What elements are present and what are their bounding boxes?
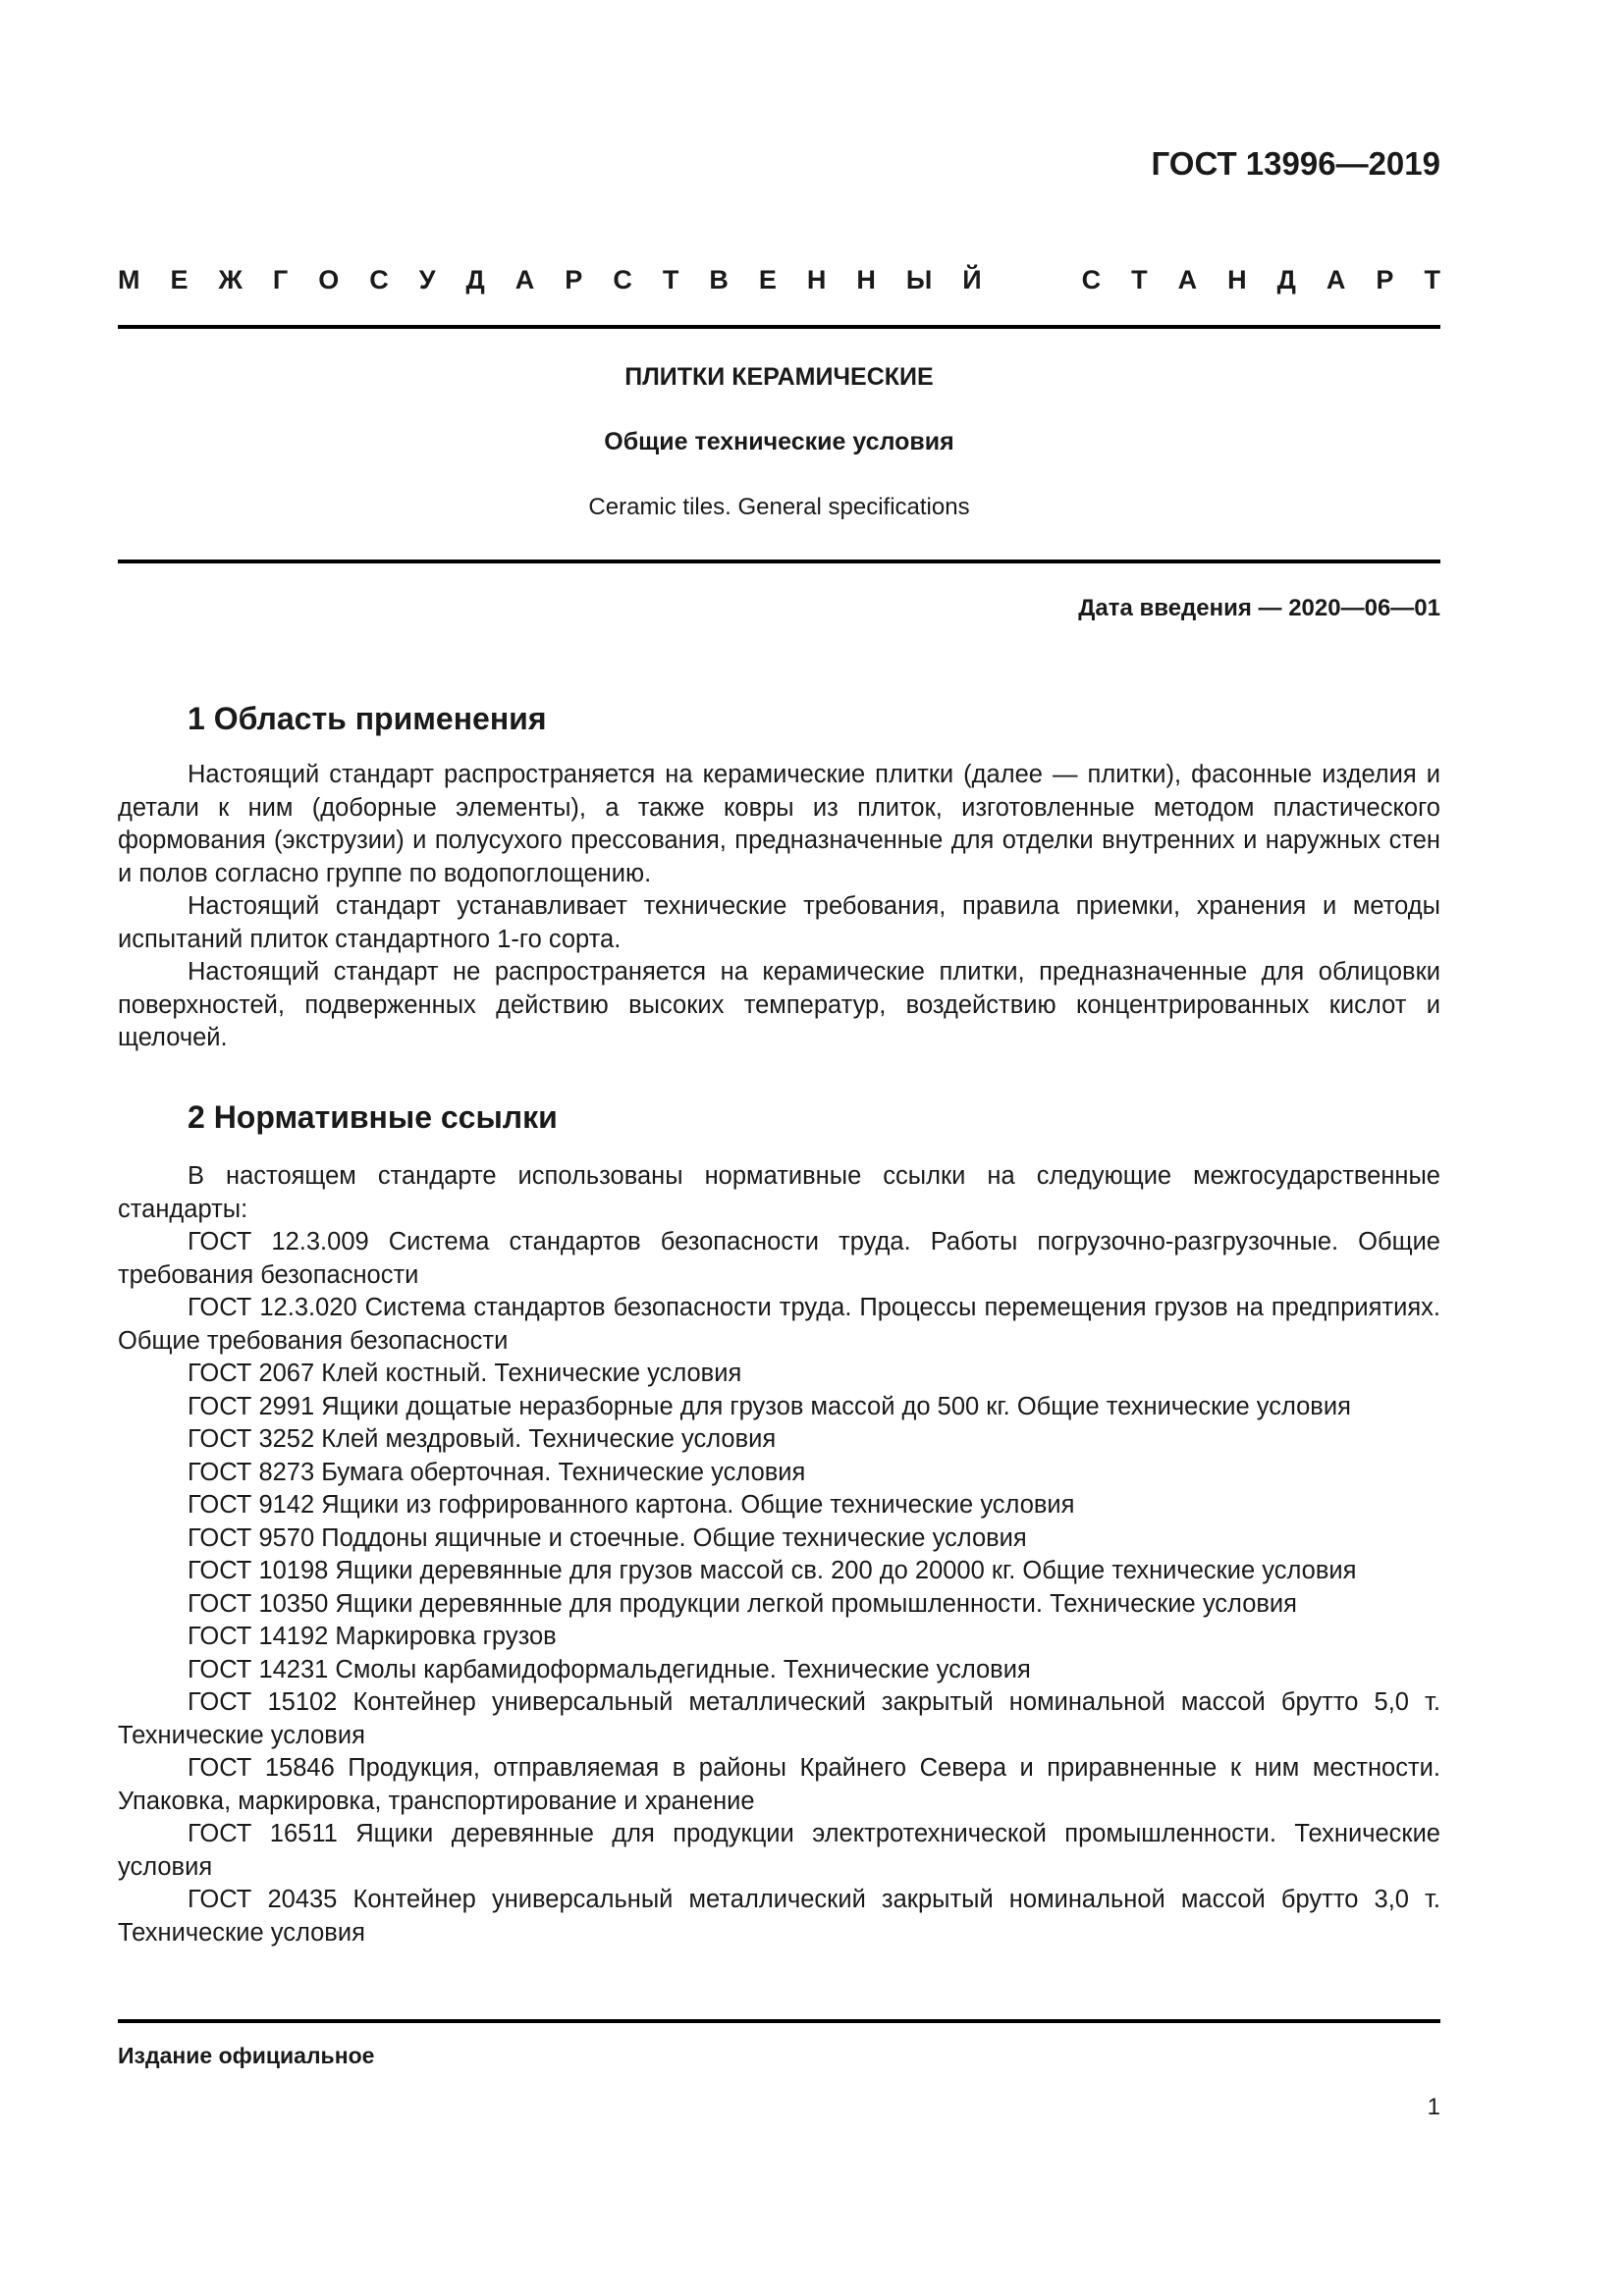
reference-item: ГОСТ 9570 Поддоны ящичные и стоечные. Общие технические условия bbox=[188, 1523, 1027, 1552]
banner-letter: Н bbox=[1227, 265, 1247, 294]
banner-word-gap bbox=[1012, 265, 1052, 295]
gost-number: ГОСТ 13996—2019 bbox=[1151, 145, 1440, 182]
reference-item: ГОСТ 20435 Контейнер универсальный металлический закрытый номинальной массой брутто 3,0 т. Технические условия bbox=[118, 1886, 1440, 1947]
standard-type-banner bbox=[118, 265, 1440, 295]
reference-item: ГОСТ 2991 Ящики дощатые неразборные для грузов массой до 500 кг. Общие технические условия bbox=[188, 1392, 1351, 1420]
document-subtitle: Общие технические условия bbox=[604, 428, 954, 455]
reference-item: ГОСТ 9142 Ящики из гофрированного картона. Общие технические условия bbox=[188, 1491, 1075, 1519]
banner-letter: Н bbox=[806, 265, 827, 294]
banner-letter: У bbox=[418, 265, 436, 294]
banner-letter: А bbox=[1326, 265, 1346, 294]
section-1-paragraph: Настоящий стандарт не распространяется на керамические плитки, предназначенные для облицовки поверхностей, подверженных действию высоких температур, воздействию концентрированных кислот и щелочей. bbox=[118, 958, 1440, 1051]
section-2-heading: 2 Нормативные ссылки bbox=[188, 1099, 558, 1135]
introduction-date: Дата введения — 2020—06—01 bbox=[1078, 595, 1440, 621]
reference-item: ГОСТ 15846 Продукция, отправляемая в районы Крайнего Севера и приравненные к ним местности. Упаковка, маркировка, транспортирование и хранение bbox=[118, 1754, 1440, 1815]
banner-letter: В bbox=[709, 265, 729, 294]
reference-item: ГОСТ 10198 Ящики деревянные для грузов массой св. 200 до 20000 кг. Общие технические условия bbox=[188, 1557, 1357, 1584]
reference-item: ГОСТ 3252 Клей мездровый. Технические условия bbox=[188, 1425, 777, 1453]
banner-letter: С bbox=[613, 265, 632, 294]
reference-item: ГОСТ 10350 Ящики деревянные для продукции легкой промышленности. Технические условия bbox=[188, 1589, 1297, 1618]
footer-rule bbox=[118, 2019, 1440, 2023]
banner-letter: Н bbox=[856, 265, 876, 294]
edition-label: Издание официальное bbox=[118, 2043, 375, 2068]
banner-letter: А bbox=[1177, 265, 1198, 294]
banner-letter: Е bbox=[758, 265, 777, 294]
document-title-english: Ceramic tiles. General specifications bbox=[588, 494, 970, 520]
reference-item: ГОСТ 14192 Маркировка грузов bbox=[188, 1623, 557, 1650]
banner-letter: Р bbox=[565, 265, 583, 294]
banner-letter: Т bbox=[1424, 265, 1440, 294]
section-2-intro: В настоящем стандарте использованы нормативные ссылки на следующие межгосударственные стандарты: bbox=[118, 1162, 1440, 1223]
banner-letter: А bbox=[514, 265, 535, 294]
section-1-paragraph: Настоящий стандарт устанавливает технические требования, правила приемки, хранения и методы испытаний плиток стандартного 1-го сорта. bbox=[118, 892, 1440, 953]
section-1-paragraph: Настоящий стандарт распространяется на керамические плитки (далее — плитки), фасонные изделия и детали к ним (доборные элементы), а также ковры из плиток, изготовленные методом пластического формования (экструзии) и полусухого прессования, предназначенные для отделки внутренних и наружных стен и полов согласно группе по водопоглощению. bbox=[118, 761, 1440, 887]
banner-letter: С bbox=[369, 265, 389, 294]
banner-letter: Й bbox=[962, 265, 982, 294]
title-rule bbox=[118, 560, 1440, 563]
reference-item: ГОСТ 12.3.020 Система стандартов безопасности труда. Процессы перемещения грузов на предприятиях. Общие требования безопасности bbox=[118, 1294, 1440, 1355]
banner-letter: Т bbox=[1131, 265, 1148, 294]
reference-item: ГОСТ 14231 Смолы карбамидоформальдегидные. Технические условия bbox=[188, 1655, 1031, 1683]
banner-letter: Е bbox=[170, 265, 189, 294]
reference-item: ГОСТ 2067 Клей костный. Технические условия bbox=[188, 1360, 742, 1387]
banner-letter: Ы bbox=[905, 265, 933, 294]
section-1-body bbox=[118, 759, 1440, 1055]
banner-letter: Ж bbox=[218, 265, 243, 294]
reference-item: ГОСТ 15102 Контейнер универсальный металлический закрытый номинальной массой брутто 5,0 т. Технические условия bbox=[118, 1688, 1440, 1749]
section-2-body bbox=[118, 1160, 1440, 1949]
banner-letter: Г bbox=[272, 265, 289, 294]
page-number: 1 bbox=[1427, 2094, 1440, 2120]
banner-letter: Т bbox=[662, 265, 679, 294]
banner-letter: О bbox=[318, 265, 340, 294]
reference-item: ГОСТ 8273 Бумага оберточная. Технические условия bbox=[188, 1458, 806, 1486]
banner-letter: Р bbox=[1376, 265, 1394, 294]
reference-item: ГОСТ 16511 Ящики деревянные для продукции электротехнической промышленности. Технические условия bbox=[118, 1820, 1440, 1881]
document-title: ПЛИТКИ КЕРАМИЧЕСКИЕ bbox=[624, 363, 934, 391]
banner-letter: Д bbox=[1276, 265, 1296, 294]
banner-letter: Д bbox=[465, 265, 485, 294]
banner-letter: М bbox=[118, 265, 140, 294]
reference-item: ГОСТ 12.3.009 Система стандартов безопасности труда. Работы погрузочно-разгрузочные. Общие требования безопасности bbox=[118, 1228, 1440, 1289]
banner-letter: С bbox=[1081, 265, 1102, 294]
section-1-heading: 1 Область применения bbox=[188, 701, 547, 736]
top-rule bbox=[118, 325, 1440, 329]
